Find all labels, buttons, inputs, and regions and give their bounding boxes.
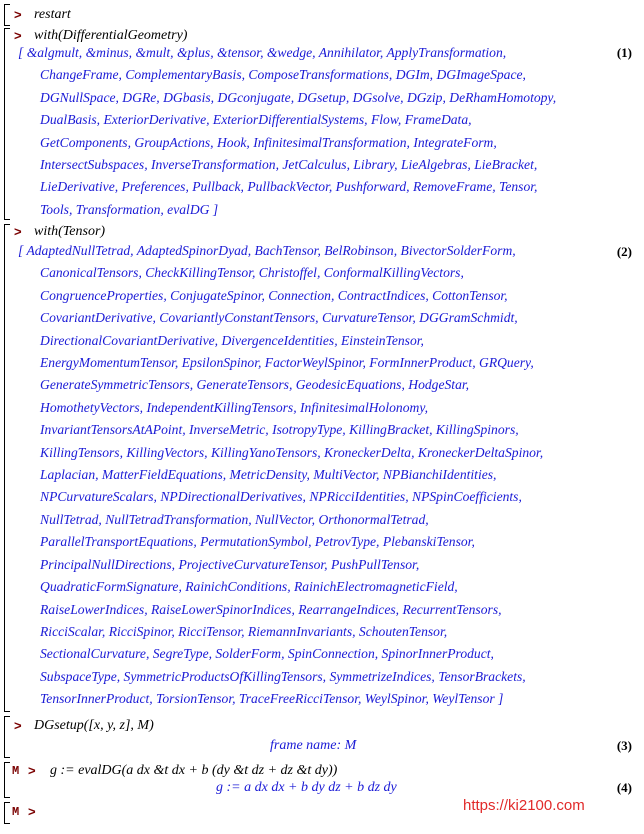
command-input[interactable]: with(Tensor) xyxy=(34,224,106,239)
output-line: PrincipalNullDirections, ProjectiveCurvatureTensor, PushPullTensor, xyxy=(40,556,420,572)
output-line: GetComponents, GroupActions, Hook, InfinitesimalTransformation, IntegrateForm, xyxy=(40,134,497,150)
output-line: LieDerivative, Preferences, Pullback, PullbackVector, Pushforward, RemoveFrame, Tensor, xyxy=(40,179,538,195)
output-line: EnergyMomentumTensor, EpsilonSpinor, FactorWeylSpinor, FormInnerProduct, GRQuery, xyxy=(40,355,534,371)
output-line: Laplacian, MatterFieldEquations, MetricDensity, MultiVector, NPBianchiIdentities, xyxy=(40,467,497,483)
group-bracket[interactable] xyxy=(4,802,10,824)
output-line: DualBasis, ExteriorDerivative, ExteriorDifferentialSystems, Flow, FrameData, xyxy=(40,112,472,128)
group-bracket[interactable] xyxy=(4,4,10,26)
output-result: frame name: M xyxy=(270,738,357,753)
output-line: CongruenceProperties, ConjugateSpinor, Connection, ContractIndices, CottonTensor, xyxy=(40,287,508,303)
output-line: GenerateSymmetricTensors, GenerateTensors, GeodesicEquations, HodgeStar, xyxy=(40,377,470,393)
output-line: IntersectSubspaces, InverseTransformation, JetCalculus, Library, LieAlgebras, LieBracket, xyxy=(40,157,538,173)
output-line: InvariantTensorsAtAPoint, InverseMetric, IsotropyType, KillingBracket, KillingSpinors, xyxy=(40,422,519,438)
output-line: HomothetyVectors, IndependentKillingTensors, InfinitesimalHolonomy, xyxy=(40,399,429,415)
output-package-list xyxy=(18,240,598,711)
output-line: NullTetrad, NullTetradTransformation, NullVector, OrthonormalTetrad, xyxy=(40,511,429,527)
execution-group-restart xyxy=(4,4,640,26)
execution-group-metric xyxy=(4,762,640,798)
output-line: RaiseLowerIndices, RaiseLowerSpinorIndices, RearrangeIndices, RecurrentTensors, xyxy=(40,601,502,617)
command-input[interactable]: with(DifferentialGeometry) xyxy=(34,28,188,43)
output-line: ChangeFrame, ComplementaryBasis, ComposeTransformations, DGIm, DGImageSpace, xyxy=(40,67,526,83)
output-line: [ AdaptedNullTetrad, AdaptedSpinorDyad, BachTensor, BelRobinson, BivectorSolderForm, xyxy=(18,243,516,258)
output-line: RicciScalar, RicciSpinor, RicciTensor, RiemannInvariants, SchoutenTensor, xyxy=(40,623,448,639)
group-bracket[interactable] xyxy=(4,716,10,758)
output-line: KillingTensors, KillingVectors, KillingYanoTensors, KroneckerDelta, KroneckerDeltaSpinor, xyxy=(40,444,544,460)
watermark-url: https://ki2100.com xyxy=(463,797,585,814)
output-line: DGNullSpace, DGRe, DGbasis, DGconjugate, DGsetup, DGsolve, DGzip, DeRhamHomotopy, xyxy=(40,89,557,105)
command-input[interactable]: restart xyxy=(34,7,71,22)
output-line: SubspaceType, SymmetricProductsOfKillingTensors, SymmetrizeIndices, TensorBrackets, xyxy=(40,668,526,684)
output-line: CovariantDerivative, CovariantlyConstantTensors, CurvatureTensor, DGGramSchmidt, xyxy=(40,310,518,326)
input-prompt: > xyxy=(14,224,22,239)
group-bracket[interactable] xyxy=(4,28,10,220)
input-prompt: > xyxy=(28,763,36,778)
equation-label[interactable]: (2) xyxy=(616,244,632,259)
output-result: g := a dx dx + b dy dz + b dz dy xyxy=(216,780,397,795)
output-line: TensorInnerProduct, TorsionTensor, TraceFreeRicciTensor, WeylSpinor, WeylTensor ] xyxy=(40,691,504,707)
frame-prefix: M xyxy=(12,764,20,778)
equation-label[interactable]: (3) xyxy=(616,738,632,753)
execution-group-dgsetup xyxy=(4,716,640,758)
execution-group-tensor xyxy=(4,224,640,712)
group-bracket[interactable] xyxy=(4,762,10,798)
command-input[interactable] xyxy=(50,804,250,820)
output-line: SectionalCurvature, SegreType, SolderForm, SpinConnection, SpinorInnerProduct, xyxy=(40,646,494,662)
input-prompt: > xyxy=(28,804,36,819)
command-input[interactable]: DGsetup([x, y, z], M) xyxy=(34,718,154,733)
input-prompt: > xyxy=(14,7,22,22)
group-bracket[interactable] xyxy=(4,224,10,712)
output-line: QuadraticFormSignature, RainichConditions, RainichElectromagneticField, xyxy=(40,579,458,595)
output-line: [ &algmult, &minus, &mult, &plus, &tensor, &wedge, Annihilator, ApplyTransformation, xyxy=(18,45,507,60)
command-input[interactable]: g := evalDG(a dx &t dx + b (dy &t dz + dz &t dy)) xyxy=(50,763,338,778)
output-line: ParallelTransportEquations, PermutationSymbol, PetrovType, PlebanskiTensor, xyxy=(40,534,475,550)
output-line: NPCurvatureScalars, NPDirectionalDerivatives, NPRicciIdentities, NPSpinCoefficients, xyxy=(40,489,522,505)
input-prompt: > xyxy=(14,28,22,43)
equation-label[interactable]: (1) xyxy=(616,45,632,60)
output-line: CanonicalTensors, CheckKillingTensor, Christoffel, ConformalKillingVectors, xyxy=(40,265,464,281)
input-prompt: > xyxy=(14,718,22,733)
frame-prefix: M xyxy=(12,805,20,819)
output-line: Tools, Transformation, evalDG ] xyxy=(40,201,219,217)
output-package-list xyxy=(18,42,598,221)
execution-group-differentialgeometry xyxy=(4,28,640,220)
equation-label[interactable]: (4) xyxy=(616,780,632,795)
output-line: DirectionalCovariantDerivative, DivergenceIdentities, EinsteinTensor, xyxy=(40,332,424,348)
